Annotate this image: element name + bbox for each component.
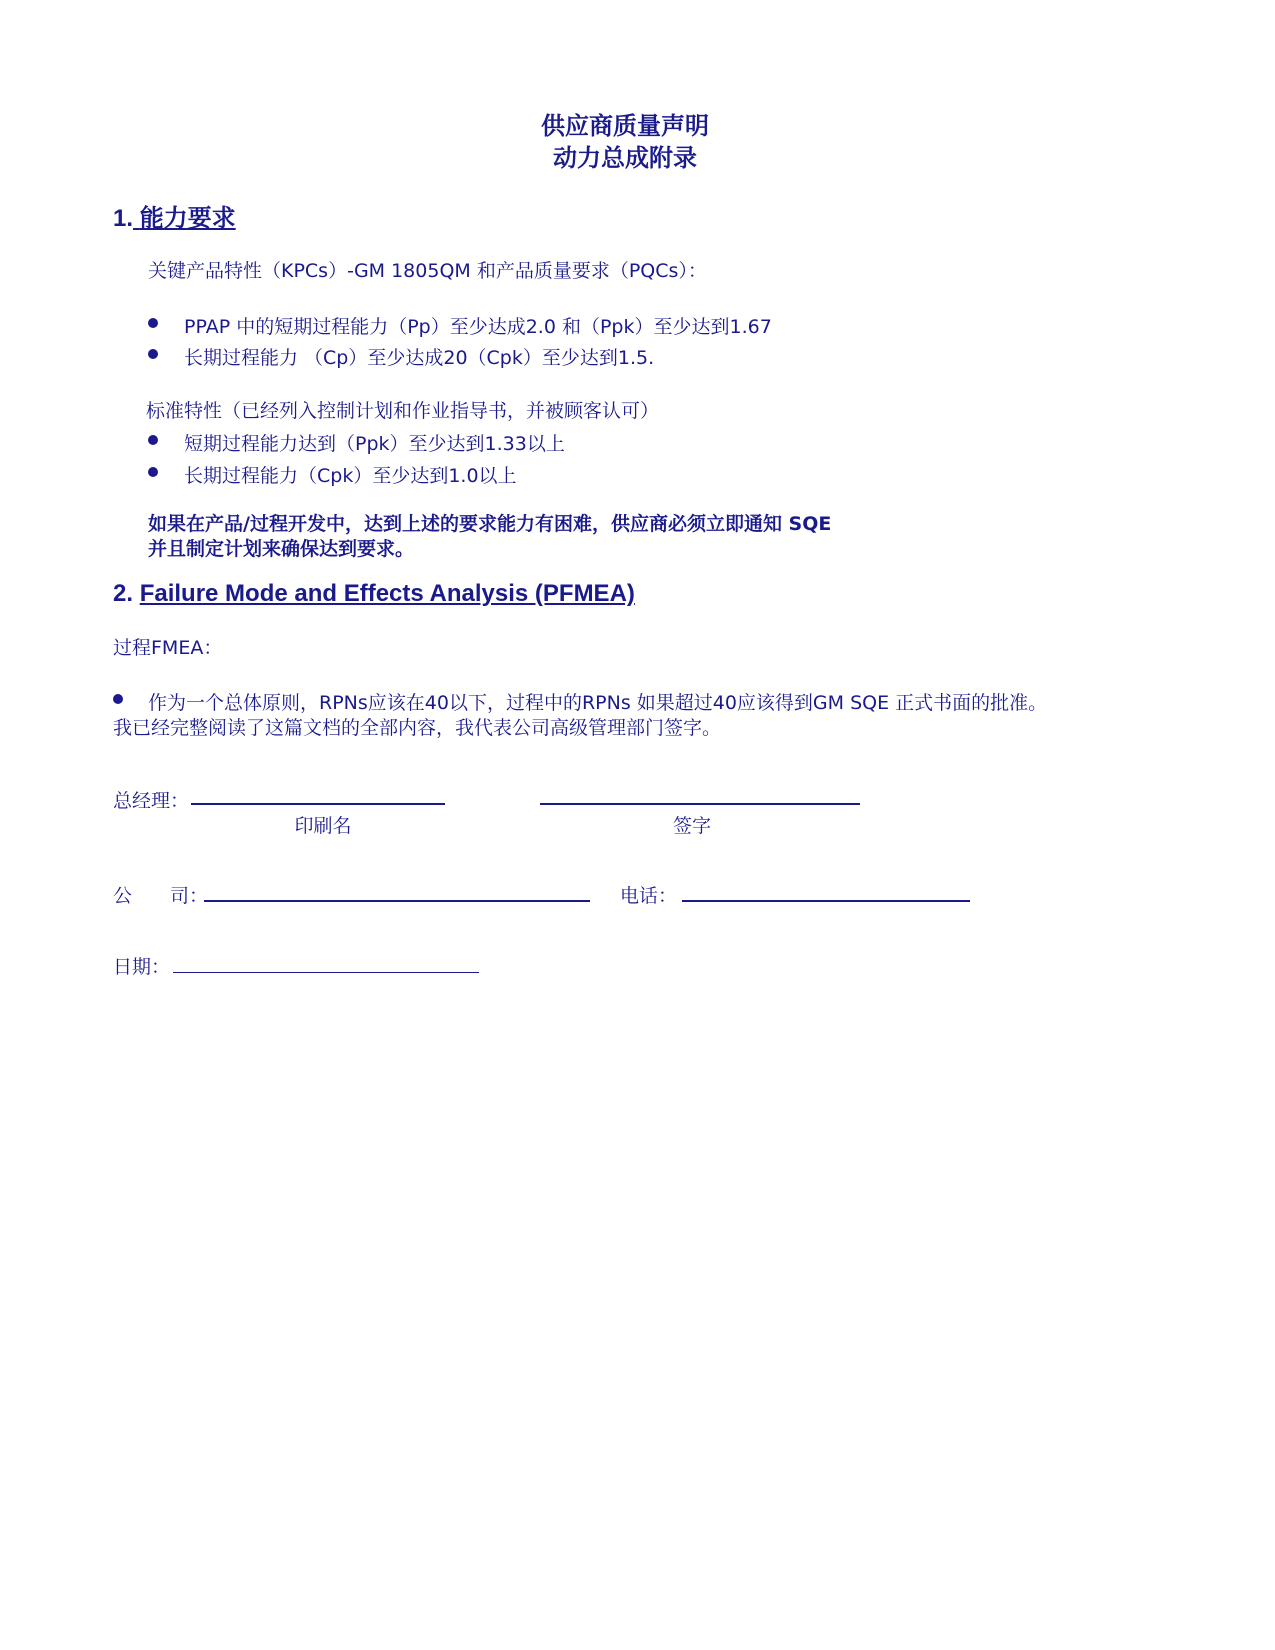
bullet-icon [148,318,158,328]
bullet-icon [113,694,123,704]
kpc-bullet-2: 长期过程能力 （Cp）至少达成20（Cpk）至少达到1.5. [184,347,655,369]
bullet-icon [148,349,158,359]
kpc-intro: 关键产品特性（KPCs）-GM 1805QM 和产品质量要求（PQCs）： [148,260,707,282]
confirmation-statement: 我已经完整阅读了这篇文档的全部内容，我代表公司高级管理部门签字。 [113,717,722,739]
signature-caption: 签字 [672,815,711,837]
date-label: 日期： [113,956,171,978]
phone-label: 电话： [620,885,678,907]
section-2-number: 2. [113,580,134,607]
section-1-heading [113,198,236,233]
std-bullet-2: 长期过程能力（Cpk）至少达到1.0以上 [184,465,517,487]
kpc-bullet-1: PPAP 中的短期过程能力（Pp）至少达成2.0 和（Ppk）至少达到1.67 [184,316,772,338]
std-bullet-1: 短期过程能力达到（Ppk）至少达到1.33以上 [184,433,565,455]
document-title: 供应商质量声明 [541,112,709,140]
bullet-icon [148,435,158,445]
gm-signature-line[interactable] [540,803,860,805]
capability-note-line1: 如果在产品/过程开发中，达到上述的要求能力有困难，供应商必须立即通知 SQE [148,513,832,535]
section-2-heading [113,580,635,608]
document-subtitle: 动力总成附录 [553,144,697,172]
gm-print-name-line[interactable] [191,803,445,805]
pfmea-intro: 过程FMEA： [113,637,223,659]
company-line[interactable] [204,900,590,902]
section-2-title: Failure Mode and Effects Analysis (PFMEA) [139,580,635,607]
gm-label: 总经理： [113,790,190,812]
std-intro: 标准特性（已经列入控制计划和作业指导书，并被顾客认可） [146,400,660,422]
section-1-number: 1. [113,205,134,232]
print-name-caption: 印刷名 [294,815,352,837]
section-1-title: 能力要求 [139,205,236,232]
date-line[interactable] [173,972,479,973]
phone-line[interactable] [682,900,970,902]
capability-note-line2: 并且制定计划来确保达到要求。 [148,538,415,560]
bullet-icon [148,467,158,477]
pfmea-bullet-1: 作为一个总体原则，RPNs应该在40以下，过程中的RPNs 如果超过40应该得到GM SQE 正式书面的批准。 [148,692,1048,714]
company-label: 公 司： [113,885,209,907]
